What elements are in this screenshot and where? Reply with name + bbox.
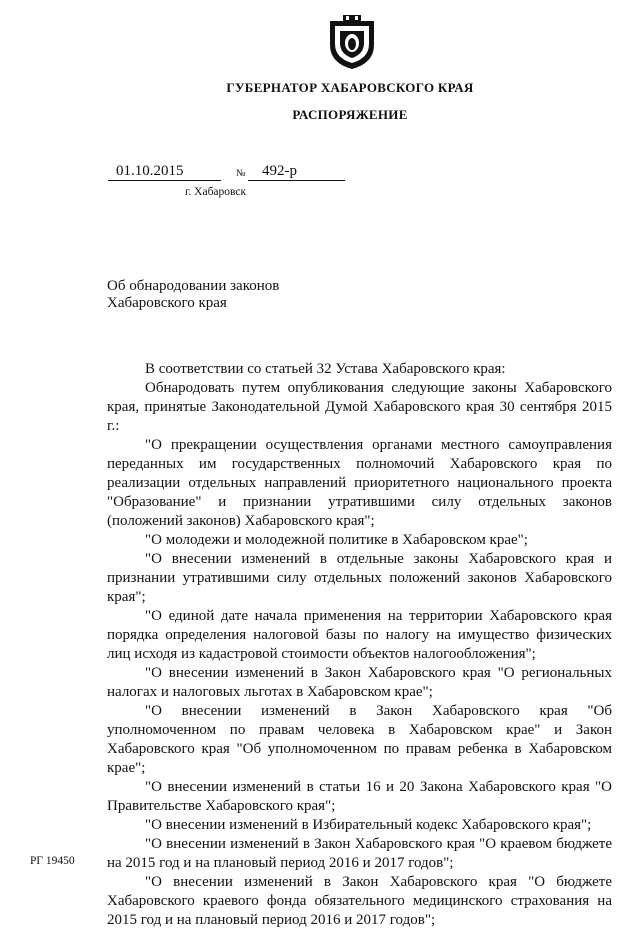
law-list-item: "О внесении изменений в Закон Хабаровского края "Об уполномоченном по правам человека в Хабаровском крае" и Закон Хабаровского края "Об уполномоченном по правам ребенка в Хабаровском крае";: [107, 703, 612, 776]
document-number: 492-р: [248, 163, 345, 181]
law-list-item: "О внесении изменений в Закон Хабаровского края "О бюджете Хабаровского краевого фонда обязательного медицинского страхования на 2015 год и на плановый период 2016 и 2017 годов";: [107, 874, 612, 928]
registration-code: РГ 19450: [30, 855, 75, 867]
document-body: [107, 360, 612, 930]
subject-line: Хабаровского края: [107, 295, 227, 311]
law-list-item: "О внесении изменений в статьи 16 и 20 Закона Хабаровского края "О Правительстве Хабаровского края";: [107, 779, 612, 814]
law-list-item: "О внесении изменений в отдельные законы Хабаровского края и признании утратившими силу отдельных положений законов Хабаровского края";: [107, 551, 612, 605]
law-list-item: "О единой дате начала применения на территории Хабаровского края порядка определения налоговой базы по налогу на имущество физических лиц исходя из кадастровой стоимости объектов налогообложения";: [107, 608, 612, 662]
subject-line: Об обнародовании законов: [107, 278, 280, 294]
khabarovsk-coat-of-arms-emblem: [325, 13, 379, 71]
law-list-item: "О внесении изменений в Закон Хабаровского края "О краевом бюджете на 2015 год и на плановый период 2016 и 2017 годов";: [107, 836, 612, 871]
number-sign: №: [236, 168, 246, 179]
body-paragraph: В соответствии со статьей 32 Устава Хабаровского края:: [145, 361, 506, 377]
document-type: РАСПОРЯЖЕНИЕ: [292, 107, 408, 122]
law-list-item: "О молодежи и молодежной политике в Хабаровском крае";: [145, 532, 528, 548]
document-date: 01.10.2015: [108, 163, 221, 181]
law-list-item: "О внесении изменений в Избирательный кодекс Хабаровского края";: [145, 817, 592, 833]
law-list-item: "О внесении изменений в Закон Хабаровского края "О региональных налогах и налоговых льготах в Хабаровском крае";: [107, 665, 612, 700]
document-city: г. Хабаровск: [185, 186, 247, 198]
law-list-item: "О прекращении осуществления органами местного самоуправления переданных им государственных полномочий Хабаровского края по реализации отдельных направлений приоритетного национального проекта "Образование" и признании утратившими силу отдельных законов (положений законов) Хабаровского края";: [107, 437, 612, 529]
issuer-title: ГУБЕРНАТОР ХАБАРОВСКОГО КРАЯ: [226, 80, 474, 95]
document-subject: [107, 278, 279, 312]
body-paragraph: Обнародовать путем опубликования следующие законы Хабаровского края, принятые Законодательной Думой Хабаровского края 30 сентября 2015 г.:: [107, 380, 612, 434]
